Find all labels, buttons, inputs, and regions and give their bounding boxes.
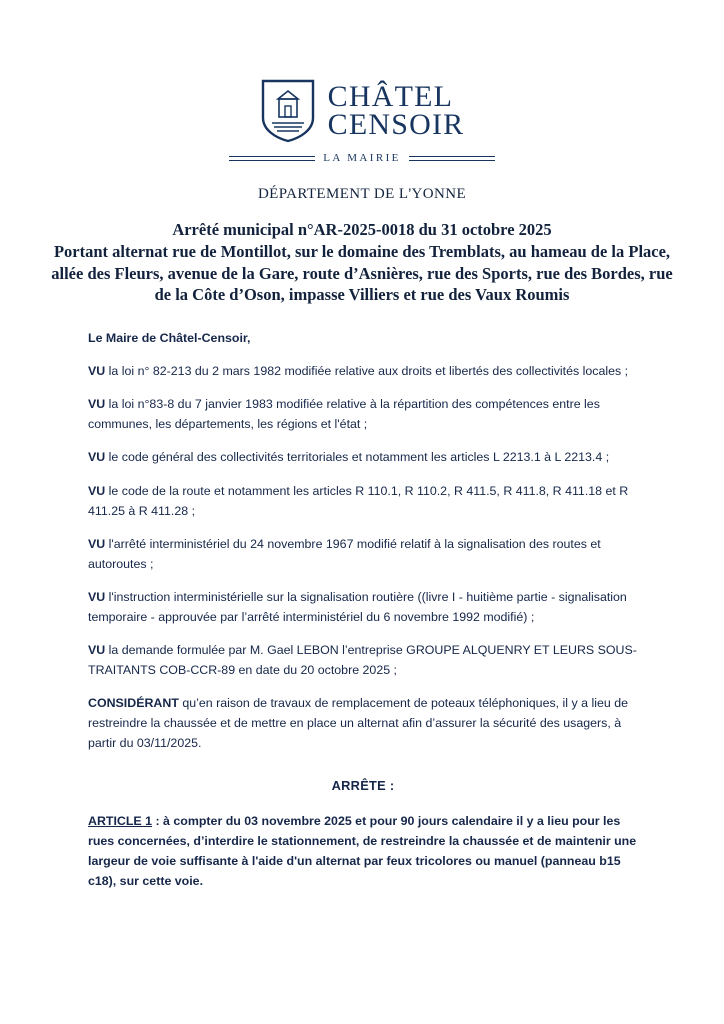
document-title [0,219,724,306]
clause-label: VU [88,450,106,465]
rule-right [409,156,495,161]
department-line: DÉPARTEMENT DE L'YONNE [257,186,467,202]
clause-text: le code de la route et notamment les articles R 110.1, R 110.2, R 411.5, R 411.8, R 411.18 et R 411.25 à R 411.28 ; [88,483,629,518]
clause-text: l'arrêté interministériel du 24 novembre 1967 modifié relatif à la signalisation des routes et autoroutes ; [88,536,601,571]
clause-item [88,587,638,627]
logo-wordmark [327,79,465,141]
clause-item [88,640,638,680]
logo-subtitle-row [0,152,724,164]
clause-item [88,394,638,434]
clause-label: VU [88,589,106,604]
clause-item [88,447,638,467]
arrete-heading: ARRÊTE : [331,777,395,793]
clause-label: VU [88,643,106,658]
clause-text: la loi n° 82-213 du 2 mars 1982 modifiée relative aux droits et libertés des collectivités locales ; [105,364,629,379]
clause-text: la loi n°83-8 du 7 janvier 1983 modifiée relative à la répartition des compétences entre les communes, les départements, les régions et l'état ; [88,397,600,432]
clause-text: le code général des collectivités territoriales et notamment les articles L 2213.1 à L 2213.4 ; [105,450,610,465]
title-line-2: Portant alternat rue de Montillot, sur le domaine des Tremblats, au hameau de la Place, allée des Fleurs, avenue de la Gare, route d’Asnières, rue des Sports, rue des Bordes, rue de la Côte d’Oson, impasse Villiers et rue des Vaux Roumis [51,241,673,305]
clause-label: VU [88,483,106,498]
clause-label: VU [88,536,106,551]
rule-left [229,156,315,161]
clause-item [88,361,638,381]
clause-label: CONSIDÉRANT [88,696,179,711]
logo-inner [260,78,465,144]
article-label: ARTICLE 1 [88,814,153,829]
logo-subtitle: LA MAIRIE [323,152,401,164]
clause-label: VU [88,364,106,379]
clause-item [88,481,638,521]
clause-item [88,534,638,574]
clause-text: la demande formulée par M. Gael LEBON l’entreprise GROUPE ALQUENRY ET LEURS SOUS-TRAITANTS COB-CCR-89 en date du 20 octobre 2025 ; [88,643,637,678]
document-body [0,328,724,892]
town-crest-icon [260,78,316,144]
mayor-line: Le Maire de Châtel-Censoir, [88,331,251,346]
clause-item-considerant [88,693,638,753]
title-line-1: Arrêté municipal n°AR-2025-0018 du 31 octobre 2025 [172,220,552,239]
logo-line-2: CENSOIR [327,108,465,141]
clause-label: VU [88,397,106,412]
clause-text: qu’en raison de travaux de remplacement de poteaux téléphoniques, il y a lieu de restreindre la chaussée et de mettre en place un alternat afin d’assurer la sécurité des usagers, à partir du 03/11/2025. [88,696,628,751]
article-1 [88,812,638,891]
article-text: : à compter du 03 novembre 2025 et pour 90 jours calendaire il y a lieu pour les rues concernées, d’interdire le stationnement, de restreindre la chaussée et de maintenir une largeur de voie suffisante à l'aide d'un alternat par feux tricolores ou manuel (panneau b15 c18), sur cette voie. [88,814,637,888]
logo-header [0,0,724,144]
clause-text: l'instruction interministérielle sur la signalisation routière ((livre I - huitième partie - signalisation temporaire - approuvée par l’arrêté interministériel du 6 novembre 1992 modifié) ; [88,589,627,624]
logo-line-1: CHÂTEL [327,79,454,113]
